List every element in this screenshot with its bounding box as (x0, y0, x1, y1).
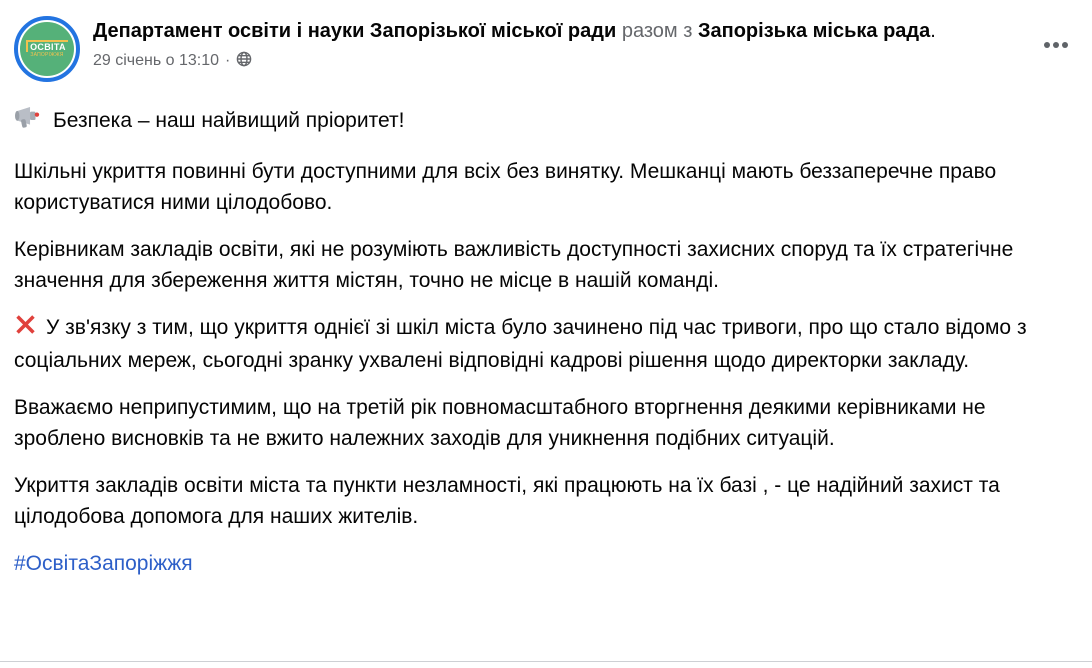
avatar-logo (20, 22, 74, 76)
paragraph-text: Вважаємо неприпустимим, що на третій рік повномасштабного вторгнення деякими керівниками не зроблено висновків та не вжито належних заходів для уникнення подібних ситуацій. (14, 396, 986, 450)
timestamp-row (93, 50, 1036, 72)
hashtag-row (14, 548, 1076, 579)
avatar[interactable] (14, 16, 80, 82)
post-paragraph (14, 104, 1076, 140)
post-paragraph (14, 392, 1076, 454)
page-title (93, 18, 973, 45)
paragraph-text: У зв'язку з тим, що укриття однієї зі шкіл міста було зачинено під час тривоги, про що стало відомо з соціальних мереж, сьогодні зранку ухвалені відповідні кадрові рішення щодо директорки закладу. (14, 316, 1027, 372)
post-paragraph (14, 312, 1076, 376)
post-timestamp[interactable]: 29 січень о 13:10 (93, 52, 220, 69)
hashtag-link[interactable]: #ОсвітаЗапоріжжя (14, 552, 193, 575)
globe-icon (236, 51, 252, 72)
together-with-label: разом з (621, 20, 693, 42)
post-paragraph (14, 234, 1076, 296)
paragraph-text: Керівникам закладів освіти, які не розуміють важливість доступності захисних споруд та їх стратегічне значення для збереження життя містян, точно не місце в нашій команді. (14, 238, 1014, 292)
post-divider (0, 661, 1092, 662)
cross-mark-emoji (14, 313, 37, 345)
avatar-logo-line1: ОСВІТА (26, 40, 68, 53)
post-body (0, 82, 1092, 579)
page-name-link[interactable]: Департамент освіти і науки Запорізької міської ради (93, 20, 617, 42)
loudspeaker-emoji (14, 104, 41, 140)
coauthor-page-link[interactable]: Запорізька міська рада (697, 20, 931, 42)
dot-separator: · (225, 52, 231, 69)
post-paragraph (14, 470, 1076, 532)
name-suffix: . (930, 20, 936, 42)
post-paragraph (14, 156, 1076, 218)
post-options-button[interactable] (1036, 28, 1076, 62)
header-text (93, 16, 1036, 72)
paragraph-text: Шкільні укриття повинні бути доступними для всіх без винятку. Мешканці мають беззаперечне право користуватися ними цілодобово. (14, 160, 997, 214)
post-header (0, 0, 1092, 82)
paragraph-text: Укриття закладів освіти міста та пункти незламності, які працюють на їх базі , - це надійний захист та цілодобова допомога для наших жителів. (14, 474, 1000, 528)
paragraph-text: Безпека – наш найвищий пріоритет! (53, 109, 405, 132)
ellipsis-icon (1044, 42, 1050, 48)
avatar-logo-line2: ЗАПОРІЖЖЯ (30, 52, 64, 59)
